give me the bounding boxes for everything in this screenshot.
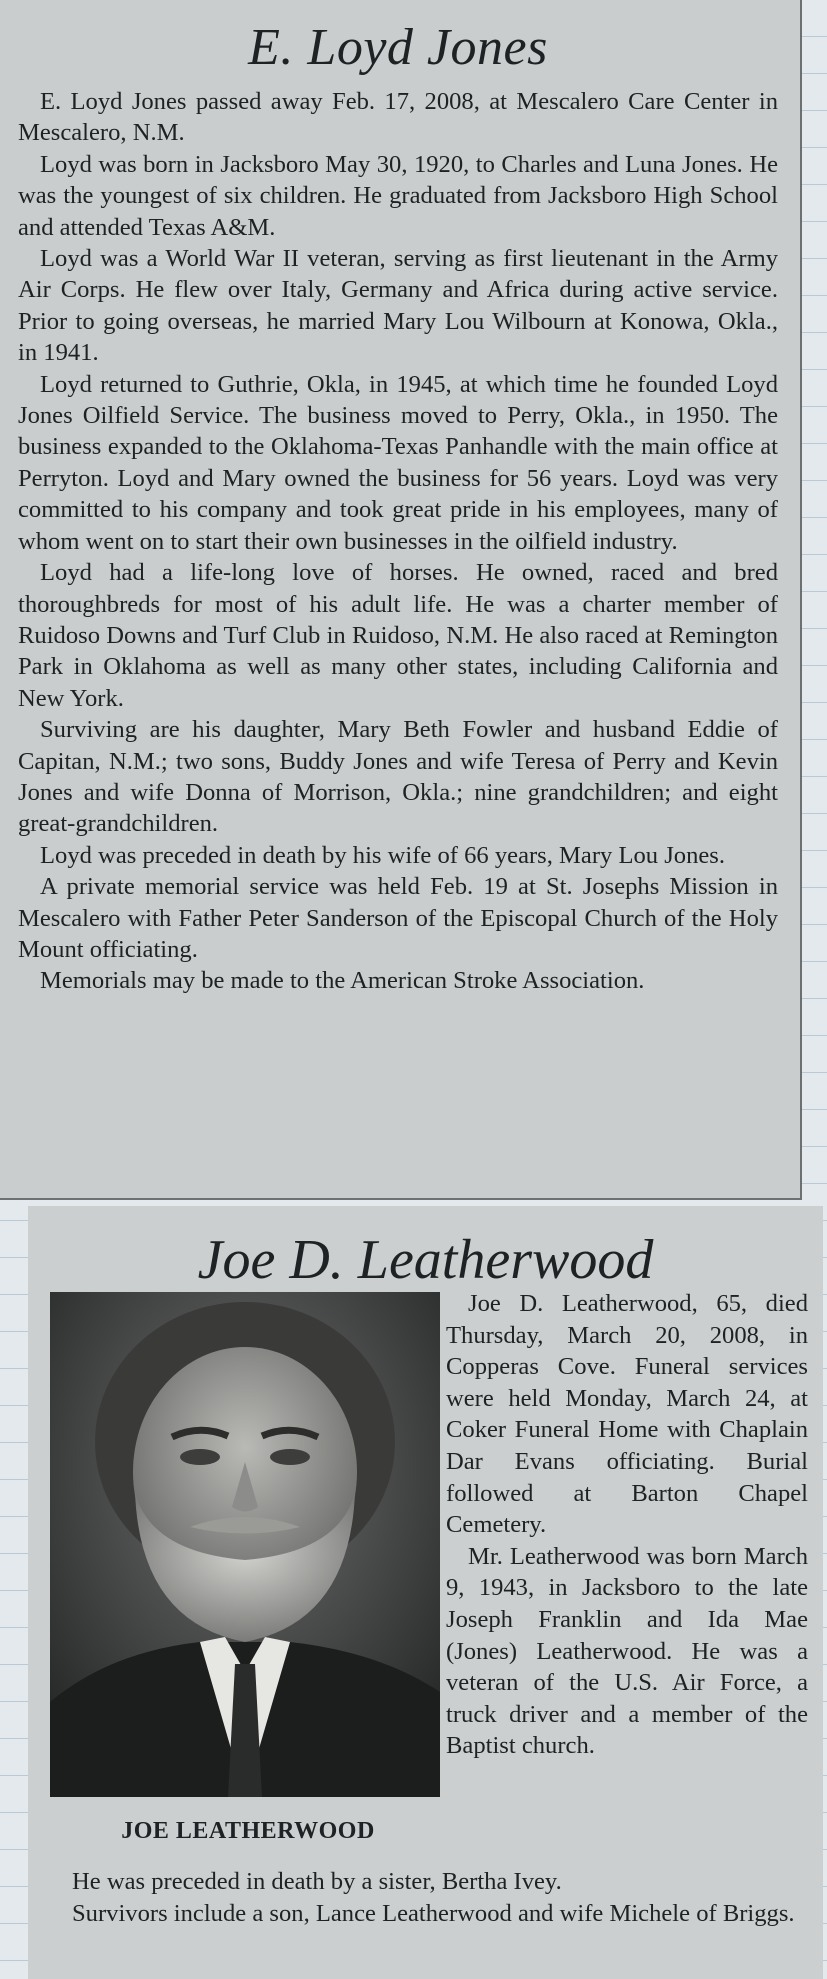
obituary-text-column xyxy=(446,1288,808,1762)
obituary-title: E. Loyd Jones xyxy=(248,19,548,76)
portrait-photo xyxy=(50,1292,440,1797)
obituary-paragraph: A private memorial service was held Feb. 19 at St. Josephs Mission in Mescalero with Father Peter Sanderson of the Episcopal Church of the Holy Mount officiating. xyxy=(18,873,778,963)
obituary-paragraph: Loyd had a life-long love of horses. He owned, raced and bred thoroughbreds for most of his adult life. He was a charter member of Ruidoso Downs and Turf Club in Ruidoso, N.M. He also raced at Remington Park in Oklahoma as well as many other states, including California and New York. xyxy=(18,559,778,712)
obituary-clipping-joe-leatherwood xyxy=(28,1206,823,1979)
obituary-paragraph: Loyd was born in Jacksboro May 30, 1920, to Charles and Luna Jones. He was the youngest of six children. He graduated from Jacksboro High School and attended Texas A&M. xyxy=(18,150,778,241)
obituary-paragraph: Survivors include a son, Lance Leatherwood and wife Michele of Briggs. xyxy=(72,1899,795,1927)
obituary-title: Joe D. Leatherwood xyxy=(197,1229,654,1291)
obituary-paragraph: Loyd was preceded in death by his wife of 66 years, Mary Lou Jones. xyxy=(40,841,726,869)
obituary-paragraph: He was preceded in death by a sister, Bertha Ivey. xyxy=(72,1868,562,1895)
obituary-paragraph: Loyd was a World War II veteran, serving as first lieutenant in the Army Air Corps. He flew over Italy, Germany and Africa during active service. Prior to going overseas, he married Mary Lou Wilbourn at Konowa, Okla., in 1941. xyxy=(18,245,778,367)
photo-caption: JOE LEATHERWOOD xyxy=(121,1818,375,1844)
portrait-illustration xyxy=(50,1292,440,1797)
obituary-paragraph: E. Loyd Jones passed away Feb. 17, 2008, at Mescalero Care Center in Mescalero, N.M. xyxy=(18,88,778,147)
obituary-paragraph: Joe D. Leatherwood, 65, died Thursday, March 20, 2008, in Copperas Cove. Funeral services were held Monday, March 24, at Coker Funeral Home with Chaplain Dar Evans officiating. Burial followed at Barton Chapel Cemetery. xyxy=(446,1290,808,1539)
obituary-paragraph: Surviving are his daughter, Mary Beth Fowler and husband Eddie of Capitan, N.M.; two sons, Buddy Jones and wife Teresa of Perry and Kevin Jones and wife Donna of Morrison, Okla.; nine grandchildren; and eight great-grandchildren. xyxy=(18,716,778,838)
obituary-paragraph: Memorials may be made to the American Stroke Association. xyxy=(40,967,645,995)
obituary-text-continued xyxy=(50,1866,810,1929)
obituary-paragraph: Loyd returned to Guthrie, Okla, in 1945, at which time he founded Loyd Jones Oilfield Service. The business moved to Perry, Okla., in 1950. The business expanded to the Oklahoma-Texas Panhandle with the main office at Perryton. Loyd and Mary owned the business for 56 years. Loyd was very committed to his company and took great pride in his employees, many of whom went on to start their own businesses in the oilfield industry. xyxy=(18,370,778,555)
obituary-paragraph: Mr. Leatherwood was born March 9, 1943, in Jacksboro to the late Joseph Franklin and Ida Mae (Jones) Leatherwood. He was a veteran of the U.S. Air Force, a truck driver and a member of the Baptist church. xyxy=(446,1542,808,1760)
